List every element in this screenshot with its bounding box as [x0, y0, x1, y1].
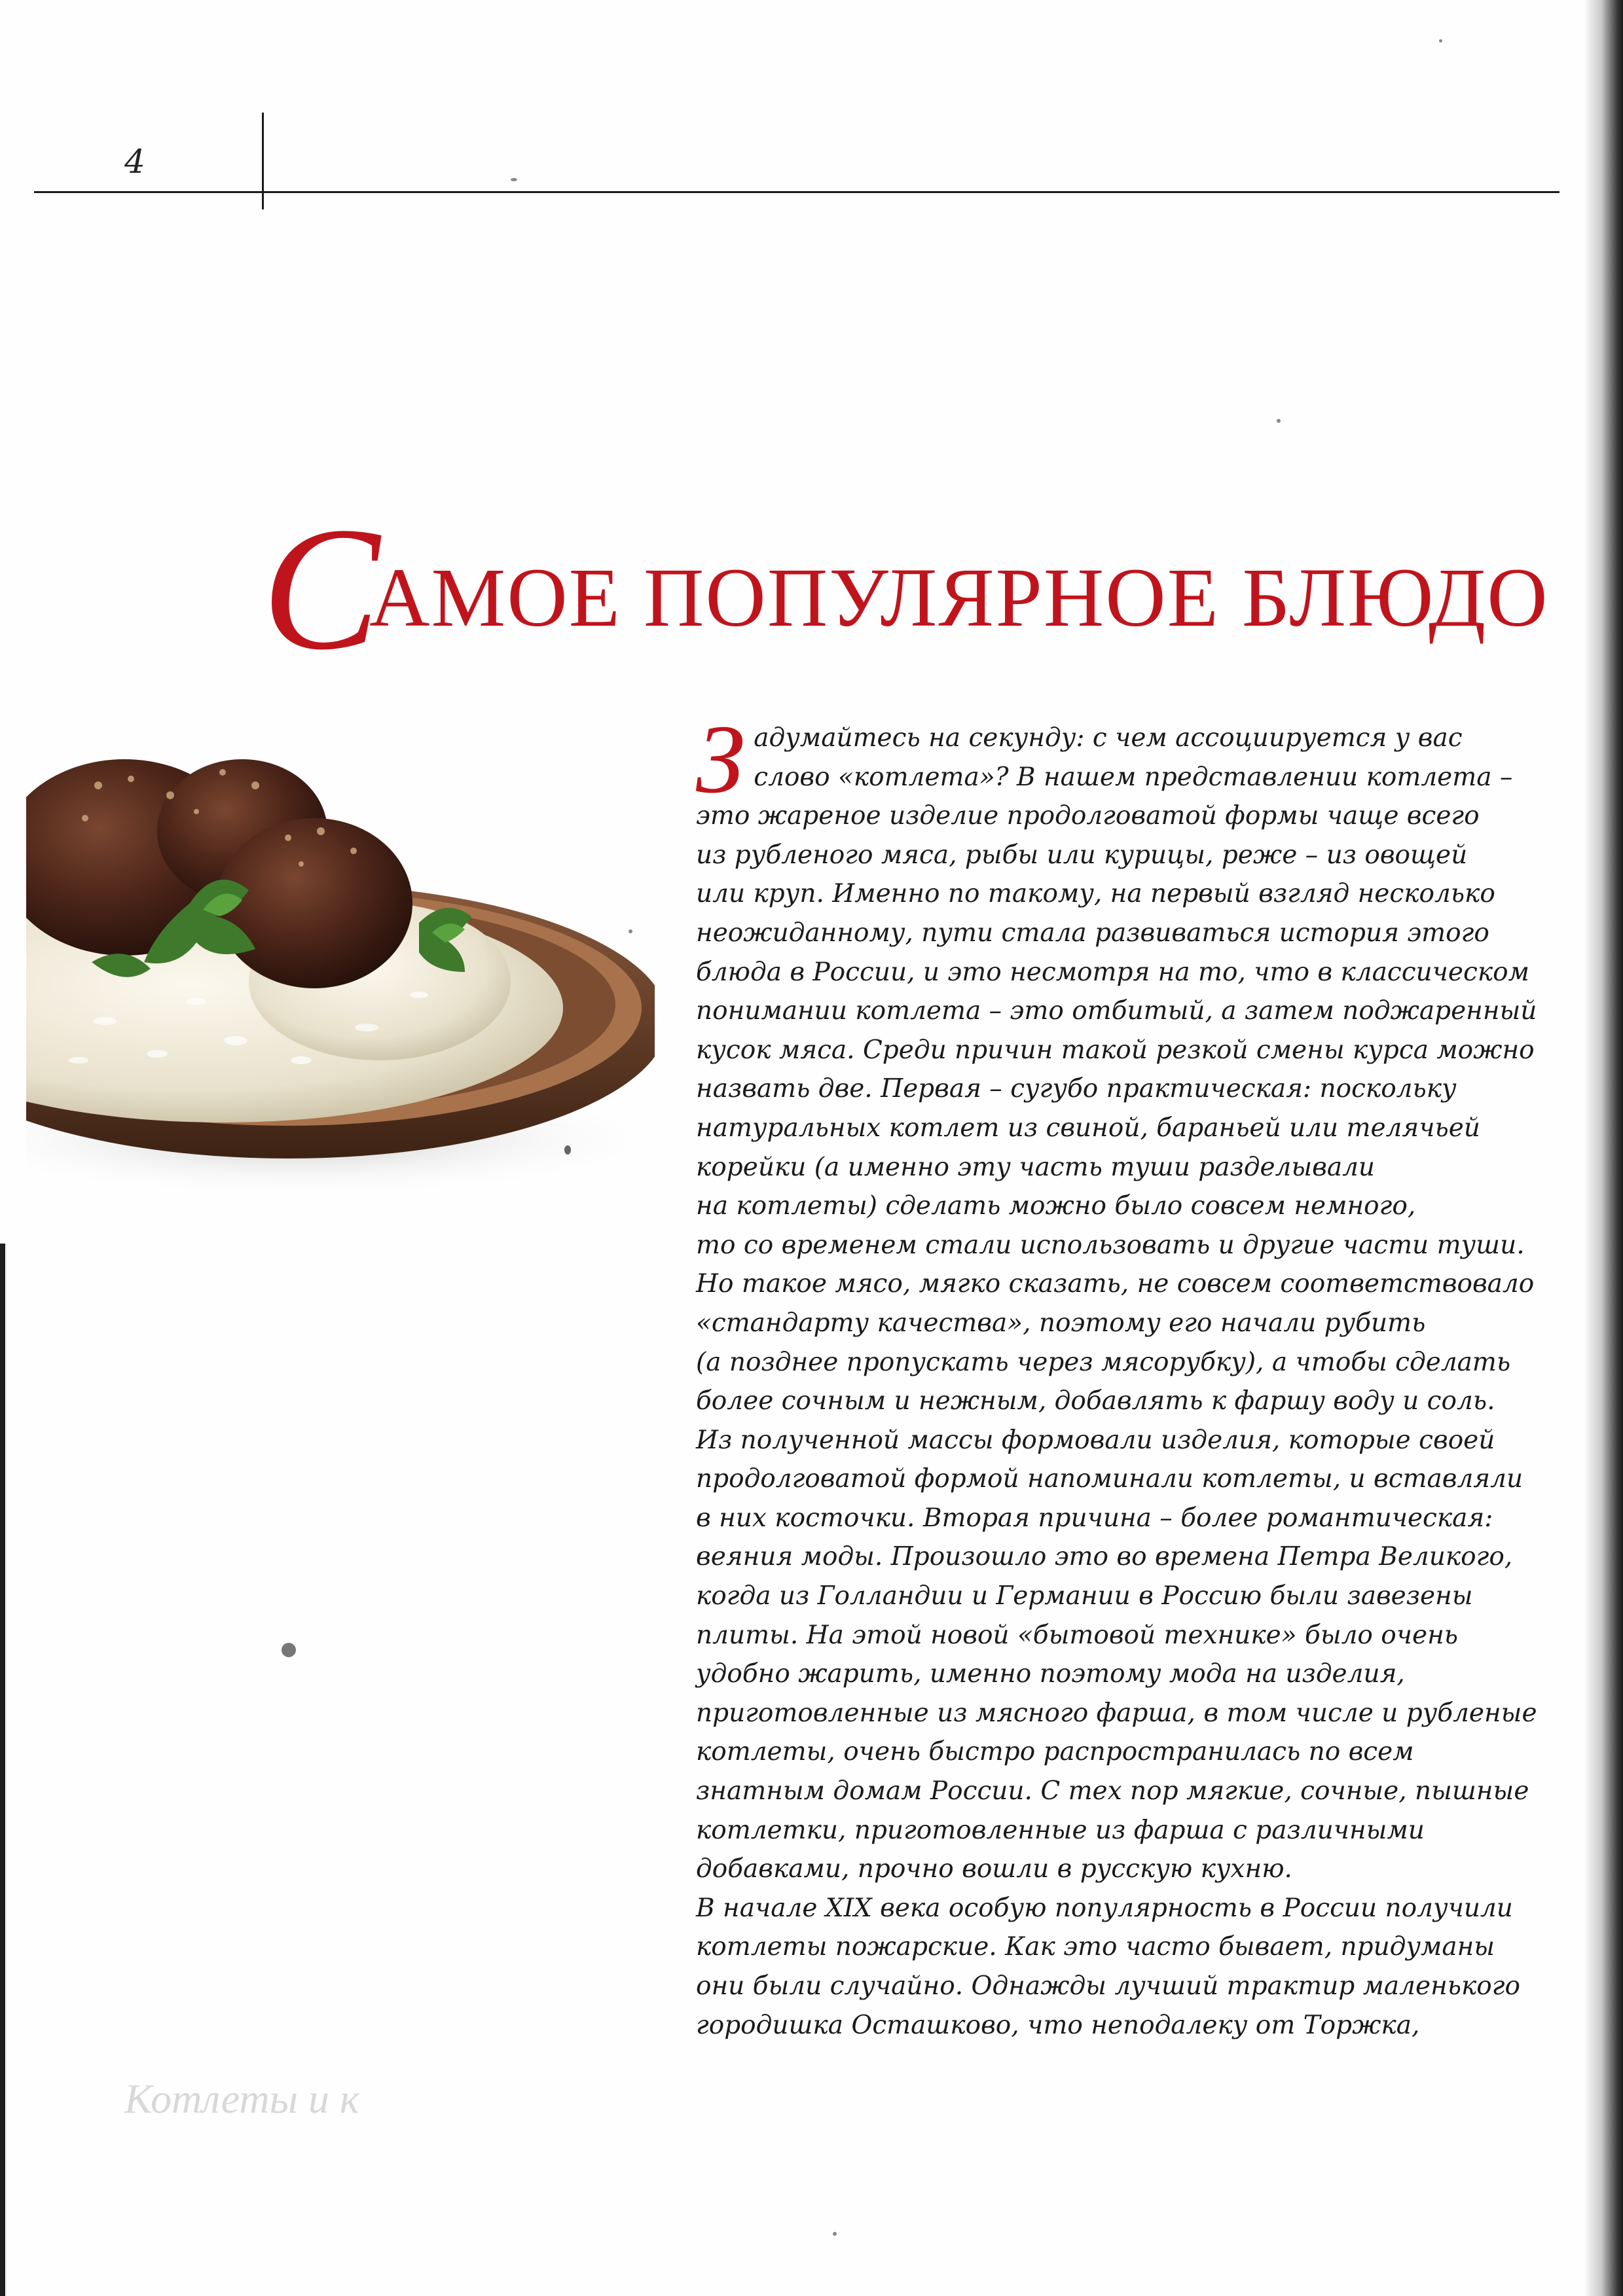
body-line: котлеты пожарские. Как это часто бывает, придуманы [696, 1932, 1495, 1962]
running-footer-watermark: Котлеты и к [124, 2075, 359, 2122]
body-line: понимании котлета – это отбитый, а затем поджаренный [696, 996, 1537, 1026]
body-line: на котлеты) сделать можно было совсем немного, [696, 1191, 1416, 1221]
scan-speck [1277, 419, 1281, 423]
body-line: В начале XIX века особую популярность в России получили [696, 1893, 1513, 1923]
page-left-edge [0, 1244, 5, 2296]
body-line: котлетки, приготовленные из фарша с различными [696, 1815, 1425, 1845]
body-line: знатным домам России. С тех пор мягкие, сочные, пышные [696, 1776, 1529, 1806]
body-line: адумайтесь на секунду: с чем ассоциируется у вас [754, 723, 1463, 753]
body-line: назвать две. Первая – сугубо практическая: поскольку [696, 1074, 1457, 1104]
drop-cap: З [696, 705, 745, 814]
body-line: из рубленого мяса, рыбы или курицы, реже – из овощей [696, 840, 1468, 870]
body-line: или круп. Именно по такому, на первый взгляд несколько [696, 879, 1495, 909]
page-number: 4 [124, 143, 145, 181]
body-line: они были случайно. Однажды лучший трактир маленького [696, 1971, 1520, 2001]
body-line: Из полученной массы формовали изделия, которые своей [696, 1425, 1495, 1455]
page-edge-shadow [1584, 0, 1623, 2296]
body-line: более сочным и нежным, добавлять к фаршу воду и соль. [696, 1386, 1495, 1416]
body-line: удобно жарить, именно поэтому мода на изделия, [696, 1659, 1405, 1689]
body-line: добавками, прочно вошли в русскую кухню. [696, 1854, 1292, 1884]
scan-speck [511, 178, 517, 181]
body-line: слово «котлета»? В нашем представлении котлета – [754, 762, 1513, 792]
body-line: неожиданному, пути стала развиваться история этого [696, 918, 1489, 948]
body-line: «стандарту качества», поэтому его начали рубить [696, 1308, 1426, 1338]
body-line: то со временем стали использовать и другие части туши. [696, 1230, 1525, 1260]
body-line: плиты. На этой новой «бытовой технике» было очень [696, 1620, 1459, 1650]
body-line: котлеты, очень быстро распространилась по всем [696, 1737, 1414, 1767]
body-line: натуральных котлет из свиной, бараньей или телячьей [696, 1113, 1480, 1143]
scan-speck [629, 929, 632, 933]
article-body [696, 705, 1537, 2045]
body-line: продолговатой формой напоминали котлеты, и вставляли [696, 1464, 1523, 1494]
scan-speck [564, 1145, 571, 1155]
body-line: блюда в России, и это несмотря на то, что в классическом [696, 957, 1529, 987]
scan-speck [833, 2232, 837, 2236]
body-line: когда из Голландии и Германии в Россию были завезены [696, 1581, 1473, 1611]
scan-speck [282, 1643, 296, 1657]
body-line: веяния моды. Произошло это во времена Петра Великого, [696, 1542, 1513, 1572]
scan-speck [1439, 39, 1442, 43]
cutlets-photo [26, 746, 655, 1198]
article-title [262, 491, 1549, 687]
title-initial: С [262, 491, 382, 687]
body-line: приготовленные из мясного фарша, в том числе и рубленые [696, 1698, 1537, 1728]
title-text: АМОЕ ПОПУЛЯРНОЕ БЛЮДО [369, 551, 1549, 644]
body-line: это жареное изделие продолговатой формы чаще всего [696, 801, 1480, 831]
body-line: в них косточки. Вторая причина – более романтическая: [696, 1503, 1493, 1533]
body-line: Но такое мясо, мягко сказать, не совсем соответствовало [696, 1269, 1535, 1299]
body-line: (а позднее пропускать через мясорубку), а чтобы сделать [696, 1347, 1511, 1377]
body-line: кусок мяса. Среди причин такой резкой смены курса можно [696, 1035, 1535, 1065]
header-divider [262, 113, 264, 209]
body-line: корейки (а именно эту часть туши разделывали [696, 1152, 1376, 1182]
body-line: городишка Осташково, что неподалеку от Торжка, [696, 2010, 1420, 2040]
